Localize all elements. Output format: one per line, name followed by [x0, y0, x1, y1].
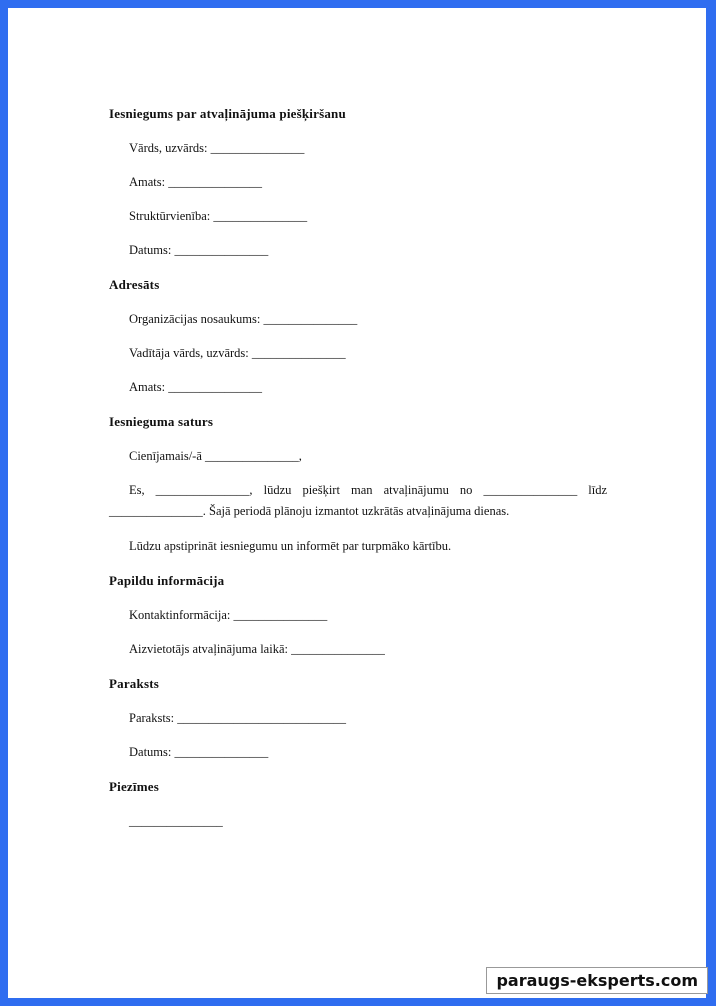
manager-name-field: Vadītāja vārds, uzvārds: _______________ [129, 346, 346, 360]
approval-paragraph: Lūdzu apstiprināt iesniegumu un informēt par turpmāko kārtību. [129, 539, 452, 553]
greeting-line: Cienījamais/-ā _______________, [129, 449, 302, 463]
request-line-1: Es, _______________, lūdzu piešķirt man atvaļinājumu no _______________ līdz [129, 483, 607, 497]
document-page [8, 8, 706, 998]
notes-line: _______________ [129, 814, 223, 828]
manager-position-field: Amats: _______________ [129, 380, 262, 394]
content-heading: Iesnieguma saturs [109, 414, 214, 429]
notes-heading: Piezīmes [109, 779, 159, 794]
extra-info-heading: Papildu informācija [109, 573, 225, 588]
request-paragraph [109, 480, 607, 522]
signature-field: Paraksts: ___________________________ [129, 711, 347, 725]
document-title: Iesniegums par atvaļinājuma piešķiršanu [109, 106, 346, 121]
position-field: Amats: _______________ [129, 175, 262, 189]
name-field: Vārds, uzvārds: _______________ [129, 141, 305, 155]
signature-heading: Paraksts [109, 676, 159, 691]
watermark-badge: paraugs-eksperts.com [486, 967, 708, 994]
contact-field: Kontaktinformācija: _______________ [129, 608, 328, 622]
department-field: Struktūrvienība: _______________ [129, 209, 308, 223]
signature-date-field: Datums: _______________ [129, 745, 269, 759]
organization-field: Organizācijas nosaukums: _______________ [129, 312, 358, 326]
date-field: Datums: _______________ [129, 243, 269, 257]
addressee-heading: Adresāts [109, 277, 160, 292]
request-line-2: _______________. Šajā periodā plānoju izmantot uzkrātās atvaļinājuma dienas. [109, 504, 510, 518]
substitute-field: Aizvietotājs atvaļinājuma laikā: _______________ [129, 642, 385, 656]
